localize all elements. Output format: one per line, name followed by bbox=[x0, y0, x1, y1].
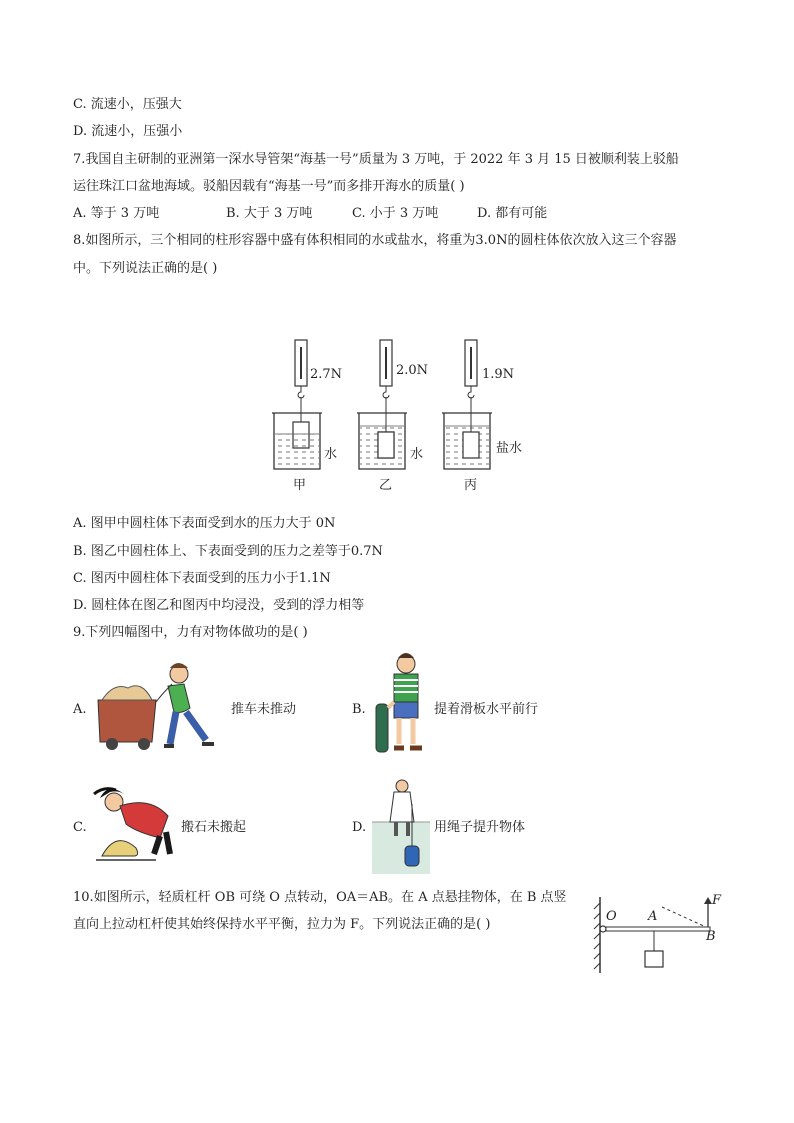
q9-option-d-letter: D. bbox=[352, 820, 367, 835]
q9-option-b-letter: B. bbox=[352, 702, 366, 717]
liquid-yi: 水 bbox=[410, 447, 424, 462]
q8-option-b: B. 图乙中圆柱体上、下表面受到的压力之差等于0.7N bbox=[73, 544, 383, 559]
q8-option-d: D. 圆柱体在图乙和图丙中均浸没，受到的浮力相等 bbox=[73, 598, 365, 613]
q7-option-b: B. 大于 3 万吨 bbox=[226, 206, 313, 221]
q6-option-c: C. 流速小，压强大 bbox=[73, 97, 182, 112]
label-b: B bbox=[706, 929, 716, 944]
reading-bing: 1.9N bbox=[482, 367, 515, 382]
q9-option-d-picture bbox=[372, 778, 432, 874]
q9-option-c-caption: 搬石未搬起 bbox=[181, 820, 247, 835]
liquid-jia: 水 bbox=[324, 447, 338, 462]
label-a: A bbox=[648, 909, 658, 924]
q9-option-a-caption: 推车未推动 bbox=[231, 702, 297, 717]
q9-option-a-letter: A. bbox=[73, 702, 87, 717]
liquid-bing: 盐水 bbox=[496, 441, 523, 456]
q7-option-d: D. 都有可能 bbox=[477, 206, 548, 221]
q9-option-b-picture bbox=[372, 652, 432, 760]
q8-stem-line2: 中。下列说法正确的是( ) bbox=[73, 261, 218, 276]
q9-option-a-picture bbox=[94, 660, 230, 755]
q9-option-d-caption: 用绳子提升物体 bbox=[434, 820, 526, 835]
q7-option-a: A. 等于 3 万吨 bbox=[73, 206, 160, 221]
q9-option-c-letter: C. bbox=[73, 820, 87, 835]
q7-stem-line1: 7.我国自主研制的亚洲第一深水导管架“海基一号”质量为 3 万吨，于 2022 年 3 月 15 日被顺利装上驳船 bbox=[73, 152, 679, 167]
q10-stem-line2: 直向上拉动杠杆使其始终保持水平平衡，拉力为 F。下列说法正确的是( ) bbox=[73, 917, 491, 932]
q9-stem: 9.下列四幅图中，力有对物体做功的是( ) bbox=[73, 625, 308, 640]
q8-option-a: A. 图甲中圆柱体下表面受到水的压力大于 0N bbox=[73, 516, 336, 531]
name-bing: 丙 bbox=[464, 478, 478, 493]
lift-stone-icon bbox=[92, 784, 178, 864]
q10-lever-figure bbox=[592, 893, 732, 977]
q6-option-d: D. 流速小，压强小 bbox=[73, 124, 183, 139]
q7-option-c: C. 小于 3 万吨 bbox=[352, 206, 439, 221]
q9-option-c-picture bbox=[92, 784, 178, 864]
q10-stem-line1: 10.如图所示，轻质杠杆 OB 可绕 O 点转动，OA＝AB。在 A 点悬挂物体，在 B 点竖 bbox=[73, 890, 567, 905]
label-f: F bbox=[712, 893, 722, 908]
push-cart-icon bbox=[94, 660, 230, 755]
beaker-yi bbox=[357, 340, 407, 469]
reading-jia: 2.7N bbox=[310, 367, 343, 382]
q8-stem-line1: 8.如图所示，三个相同的柱形容器中盛有体积相同的水或盐水，将重为3.0N的圆柱体依次放入这三个容器 bbox=[73, 233, 677, 248]
name-yi: 乙 bbox=[379, 478, 393, 493]
beaker-bing bbox=[442, 340, 492, 469]
q8-figure bbox=[262, 335, 542, 495]
q8-spring-scale-figure bbox=[262, 335, 542, 495]
name-jia: 甲 bbox=[293, 478, 307, 493]
q8-option-c: C. 图丙中圆柱体下表面受到的压力小于1.1N bbox=[73, 571, 331, 586]
q7-stem-line2: 运往珠江口盆地海域。驳船因载有“海基一号”而多排开海水的质量( ) bbox=[73, 179, 465, 194]
label-o: O bbox=[606, 909, 617, 924]
pivot-o bbox=[600, 926, 606, 932]
carry-skateboard-icon bbox=[372, 652, 432, 760]
beaker-jia bbox=[272, 340, 322, 469]
lift-object-rope-icon bbox=[372, 778, 432, 874]
cylinder-bing bbox=[463, 432, 479, 458]
q9-option-b-caption: 提着滑板水平前行 bbox=[434, 702, 539, 717]
hanging-object bbox=[645, 951, 663, 967]
reading-yi: 2.0N bbox=[396, 363, 429, 378]
lever-bar bbox=[606, 927, 710, 931]
